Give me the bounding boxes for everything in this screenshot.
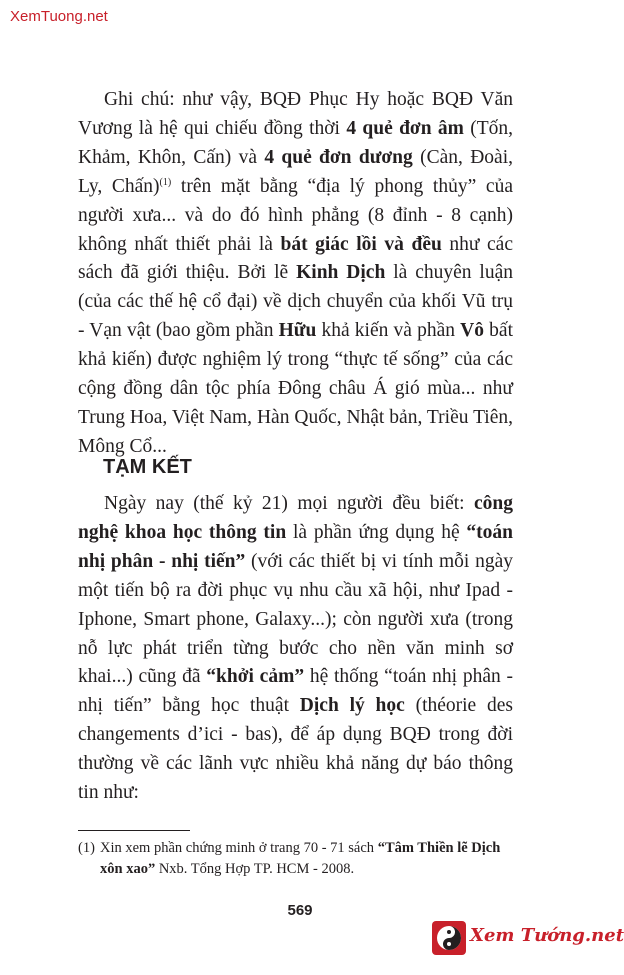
paragraph2-run: (với các thiết bị vi tính mỗi ngày một tiến bộ ra đời phục vụ nhu cầu xã hội, như Ipad - Iphone, Smart phone, Galaxy...); còn người xưa (trong nỗ lực phát triển từng bước cho nền văn minh sơ khai...) cũng đã [78, 550, 513, 688]
footnote.parts-run: Nxb. Tổng Hợp TP. HCM - 2008. [155, 861, 355, 877]
site-logo [432, 921, 624, 957]
section-heading: TẠM KẾT [103, 456, 192, 478]
paragraph1-run: bát giác lồi và đều [280, 233, 442, 255]
paragraph1-run: khả kiến và phần [316, 320, 461, 342]
paragraph1-run: 4 quẻ đơn âm [346, 117, 464, 139]
footnote-text [78, 838, 513, 880]
footnote [78, 838, 513, 880]
paragraph-2 [78, 490, 513, 808]
yin-yang-icon [432, 921, 466, 955]
paragraph2-run: “toán nhị phân - nhị tiến” [78, 521, 513, 572]
watermark-top: XemTuong.net [10, 8, 108, 25]
paragraph2-run: công nghệ khoa học thông tin [78, 493, 513, 543]
page-number: 569 [287, 902, 313, 919]
paragraph1-run: bất khả kiến) được nghiệm lý trong “thực tế sống” của các cộng đồng dân tộc phía Đông châu Á gió mùa... như Trung Hoa, Việt Nam, Hàn Quốc, Nhật bản, Triều Tiên, Mông Cổ... [78, 320, 513, 457]
paragraph2-run: (théorie des changements d’ici - bas), để áp dụng BQĐ trong đời thường về các lãnh vực nhiều khả năng dự báo thông tin như: [78, 695, 513, 804]
paragraph2-run: Ngày nay (thế kỷ 21) mọi người đều biết: [104, 493, 474, 514]
footnote-number: (1) [78, 840, 95, 856]
paragraph1-run: (Càn, Đoài, Ly, Chấn) [78, 146, 513, 197]
logo-text: Xem Tướng.net [470, 925, 624, 946]
paragraph1-run: (1) [159, 176, 172, 188]
paragraph1-run: Kinh Dịch [296, 262, 386, 284]
paragraph-1 [78, 86, 513, 462]
paragraph1-run: Hữu [278, 320, 317, 342]
footnote-divider [78, 830, 190, 831]
paragraph2-run: hệ thống “toán nhị phân - nhị tiến” bằng học thuật [78, 666, 513, 717]
paragraph1-run: như các sách đã giới thiệu. Bởi lẽ [78, 233, 513, 284]
paragraph1-run: (Tốn, Khảm, Khôn, Cấn) và [78, 117, 514, 168]
paragraph1-run: 4 quẻ đơn dương [264, 146, 413, 168]
paragraph2-run: “khởi cảm” [206, 666, 305, 688]
paragraph1-run: Ghi chú: như vậy, BQĐ Phục Hy hoặc BQĐ Văn Vương là hệ qui chiếu đồng thời [78, 89, 513, 139]
footnote.parts-run: “Tâm Thiền lẽ Dịch xôn xao” [100, 840, 501, 877]
paragraph1-run: trên mặt bằng “địa lý phong thủy” của người xưa... và do đó hình phẳng (8 đỉnh - 8 cạnh) không nhất thiết phải là [78, 175, 513, 255]
paragraph2-run: Dịch lý học [299, 695, 405, 717]
paragraph1-run: Vô [460, 320, 485, 342]
footnote.parts-run: Xin xem phần chứng minh ở trang 70 - 71 sách [100, 840, 378, 856]
paragraph2-run: là phần ứng dụng hệ [286, 521, 467, 543]
paragraph1-run: là chuyên luận (của các thế hệ cổ đại) về dịch chuyển của khối Vũ trụ - Vạn vật (bao gồm phần [78, 262, 514, 342]
